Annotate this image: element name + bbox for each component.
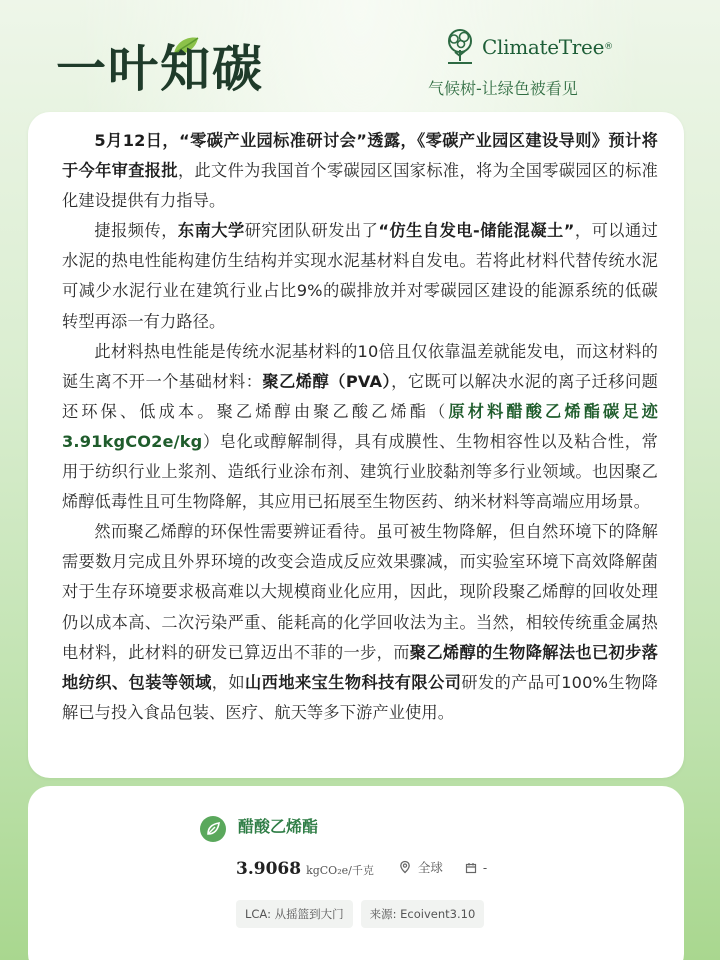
company-name: 山西地来宝生物科技有限公司 [245,672,462,692]
region-value: 全球 [417,860,443,875]
tag-list [236,900,492,928]
article-p1-bold: 5月12日，“零碳产业园标准研讨会”透露，《零碳产业园区建设导则》预计将于今年审查报批 [62,131,658,181]
emission-factor-card[interactable] [28,786,684,960]
article-paragraph-1 [62,126,658,216]
article-p4-text-3: 研发的产品可100%生物降解已与投入食品包装、医疗、航天等多下游产业使用。 [62,672,658,722]
article-p2-text-2: 研究团队研发出了 [244,221,379,241]
pva-name: 聚乙烯醇（PVA） [262,371,392,391]
carbon-footprint-highlight: 原材料醋酸乙烯酯碳足迹3.91kgCO2e/kg [62,401,658,451]
article-card [28,112,684,778]
article-p3-text-1: 此材料热电性能是传统水泥基材料的10倍且仅依靠温差就能发电，而这材料的诞生离不开一个基础材料： [62,341,658,391]
biodegradation-highlight: 聚乙烯醇的生物降解法也已初步落地纺织、包装等领域 [62,642,658,692]
brand-logo-mark [56,36,318,96]
article-p4-text-1: 然而聚乙烯醇的环保性需要辨证看待。虽可被生物降解，但自然环境下的降解需要数月完成且外界环境的改变会造成反应效果骤减，而实验室环境下高效降解菌对于生存环境要求极高难以大规模商业化应用，因此，现阶段聚乙烯醇的回收处理仍以成本高、二次污染严重、能耗高的化学回收法为主。当然，相较传统重金属热电材料，此材料的研发已算迈出不菲的一步，而 [62,522,658,662]
source-tag: 来源: Ecoivent3.10 [361,900,485,928]
article-p3-text-3: ）皂化或醇解制得，具有成膜性、生物相容性以及粘合性，常用于纺织行业上浆剂、造纸行业涂布剂、建筑行业胶黏剂等多行业领域。也因聚乙烯醇低毒性且可生物降解，其应用已拓展至生物医药、纳米材料等高端应用场景。 [62,431,658,512]
article-p2-text-1: 捷报频传， [94,221,178,241]
article-p1-text: ，此文件为我国首个零碳园区国家标准，将为全国零碳园区的标准化建设提供有力指导。 [62,161,658,211]
brand-slogan: 气候树-让绿色被看见 [428,79,578,98]
article-p4-text-2: ，如 [211,672,246,692]
year-value: - [482,861,488,875]
calendar-icon [465,862,477,874]
factor-unit: kgCO₂e/千克 [306,864,374,877]
article-p3-text-2: ，它既可以解决水泥的离子迁移问题还环保、低成本。聚乙烯醇由聚乙酸乙烯酯（ [62,371,658,421]
material-name: “仿生自发电-储能混凝土” [378,221,575,241]
university-name: 东南大学 [177,221,245,241]
climatetree-logo [428,28,642,98]
factor-value: 3.9068 [236,859,302,879]
tree-icon [442,28,478,66]
product-name[interactable]: 醋酸乙烯酯 [238,817,319,836]
article-p2-text-3: ，可以通过水泥的热电性能构建仿生结构并实现水泥基材料自发电。若将此材料代替传统水泥可减少水泥行业在建筑行业占比9%的碳排放并对零碳园区建设的能源系统的低碳转型再添一有力路径。 [62,221,659,331]
article-paragraph-4 [62,517,658,728]
trademark-mark: ® [604,42,614,52]
lca-tag: LCA: 从摇篮到大门 [236,900,353,928]
article-paragraph-3 [62,337,658,518]
header [0,0,720,112]
location-icon [398,860,412,874]
brand-logo-text: 一叶知碳 [56,40,264,96]
region-field [398,858,443,876]
factor-row [236,858,487,884]
year-field [465,861,487,875]
leaf-icon [200,816,226,842]
article-paragraph-2 [62,216,658,336]
climatetree-wordmark: ClimateTree [482,35,605,59]
brand-logo-yiyezhitan [56,36,318,94]
